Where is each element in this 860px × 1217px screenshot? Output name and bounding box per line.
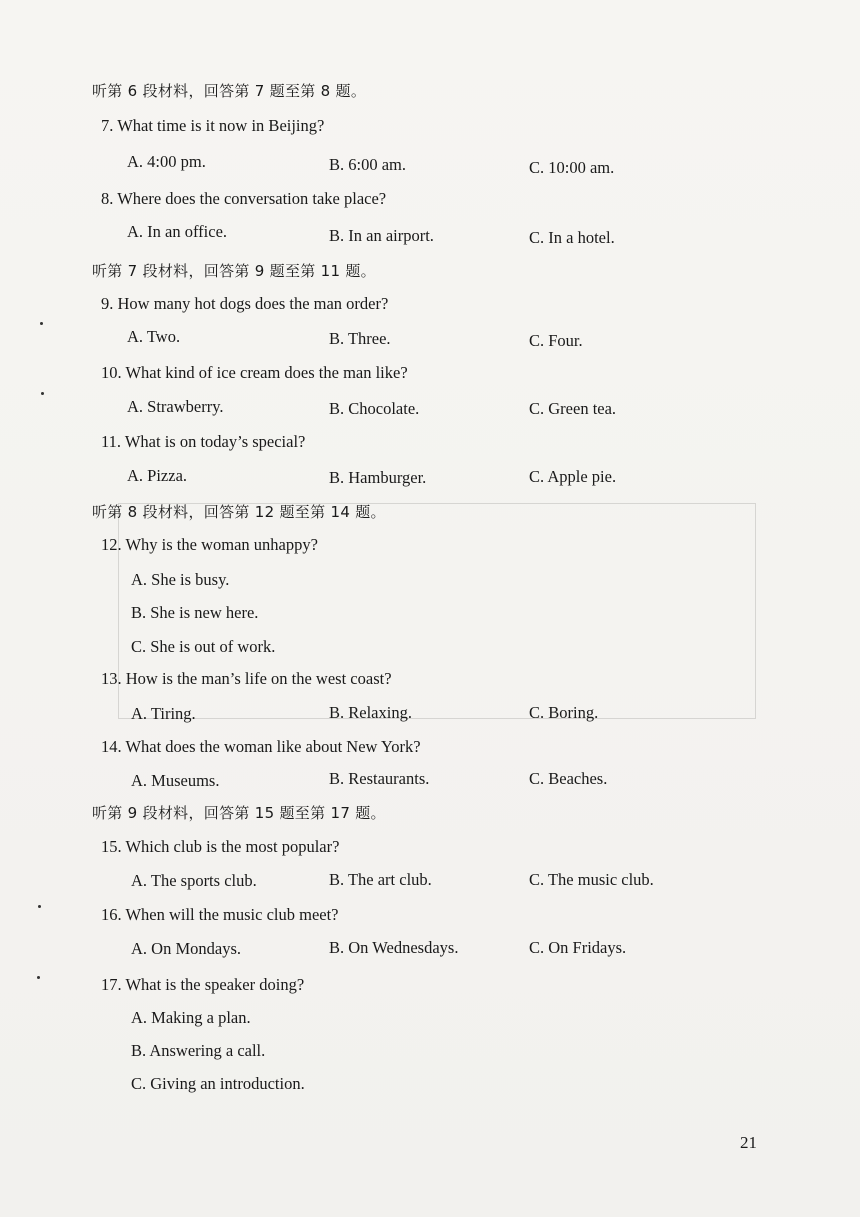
q15-option-c: C. The music club.	[529, 870, 654, 889]
q7-option-b: B. 6:00 am.	[329, 155, 406, 174]
q12-option-a: A. She is busy.	[131, 570, 230, 589]
question-12: 12. Why is the woman unhappy?	[101, 535, 318, 554]
q16-option-c: C. On Fridays.	[529, 938, 627, 957]
q17-option-a: A. Making a plan.	[131, 1008, 251, 1027]
scan-speck	[38, 905, 41, 908]
q9-option-a: A. Two.	[127, 327, 181, 346]
q13-option-a: A. Tiring.	[131, 704, 196, 723]
q13-option-c: C. Boring.	[529, 703, 599, 722]
q11-option-a: A. Pizza.	[127, 466, 188, 485]
q8-option-b: B. In an airport.	[329, 226, 434, 245]
q8-option-c: C. In a hotel.	[529, 228, 615, 247]
q9-option-b: B. Three.	[329, 329, 391, 348]
scan-speck	[37, 976, 40, 979]
question-9: 9. How many hot dogs does the man order?	[101, 294, 389, 313]
q17-option-b: B. Answering a call.	[131, 1041, 266, 1060]
question-10: 10. What kind of ice cream does the man like?	[101, 363, 408, 382]
q7-option-a: A. 4:00 pm.	[127, 152, 206, 171]
q15-option-a: A. The sports club.	[131, 871, 257, 890]
q10-option-b: B. Chocolate.	[329, 399, 420, 418]
q15-option-b: B. The art club.	[329, 870, 432, 889]
q8-option-a: A. In an office.	[127, 222, 228, 241]
q9-option-c: C. Four.	[529, 331, 583, 350]
q10-option-c: C. Green tea.	[529, 399, 617, 418]
q14-option-c: C. Beaches.	[529, 769, 608, 788]
page-number: 21	[740, 1133, 757, 1152]
question-11: 11. What is on today’s special?	[101, 432, 306, 451]
q11-option-b: B. Hamburger.	[329, 468, 427, 487]
q7-option-c: C. 10:00 am.	[529, 158, 615, 177]
section-heading: 听第 7 段材料，回答第 9 题至第 11 题。	[92, 262, 376, 280]
q14-option-a: A. Museums.	[131, 771, 220, 790]
q12-option-b: B. She is new here.	[131, 603, 259, 622]
q11-option-c: C. Apple pie.	[529, 467, 617, 486]
q12-option-c: C. She is out of work.	[131, 637, 276, 656]
q10-option-a: A. Strawberry.	[127, 397, 224, 416]
question-15: 15. Which club is the most popular?	[101, 837, 340, 856]
section-heading: 听第 6 段材料，回答第 7 题至第 8 题。	[92, 82, 367, 100]
question-17: 17. What is the speaker doing?	[101, 975, 305, 994]
scan-speck	[41, 392, 44, 395]
question-16: 16. When will the music club meet?	[101, 905, 339, 924]
q17-option-c: C. Giving an introduction.	[131, 1074, 305, 1093]
section-heading: 听第 8 段材料，回答第 12 题至第 14 题。	[92, 503, 386, 521]
question-7: 7. What time is it now in Beijing?	[101, 116, 325, 135]
question-14: 14. What does the woman like about New York?	[101, 737, 421, 756]
q16-option-b: B. On Wednesdays.	[329, 938, 459, 957]
scan-speck	[40, 322, 43, 325]
q16-option-a: A. On Mondays.	[131, 939, 241, 958]
question-8: 8. Where does the conversation take place?	[101, 189, 387, 208]
question-13: 13. How is the man’s life on the west coast?	[101, 669, 392, 688]
q13-option-b: B. Relaxing.	[329, 703, 412, 722]
q14-option-b: B. Restaurants.	[329, 769, 430, 788]
section-heading: 听第 9 段材料，回答第 15 题至第 17 题。	[92, 804, 386, 822]
